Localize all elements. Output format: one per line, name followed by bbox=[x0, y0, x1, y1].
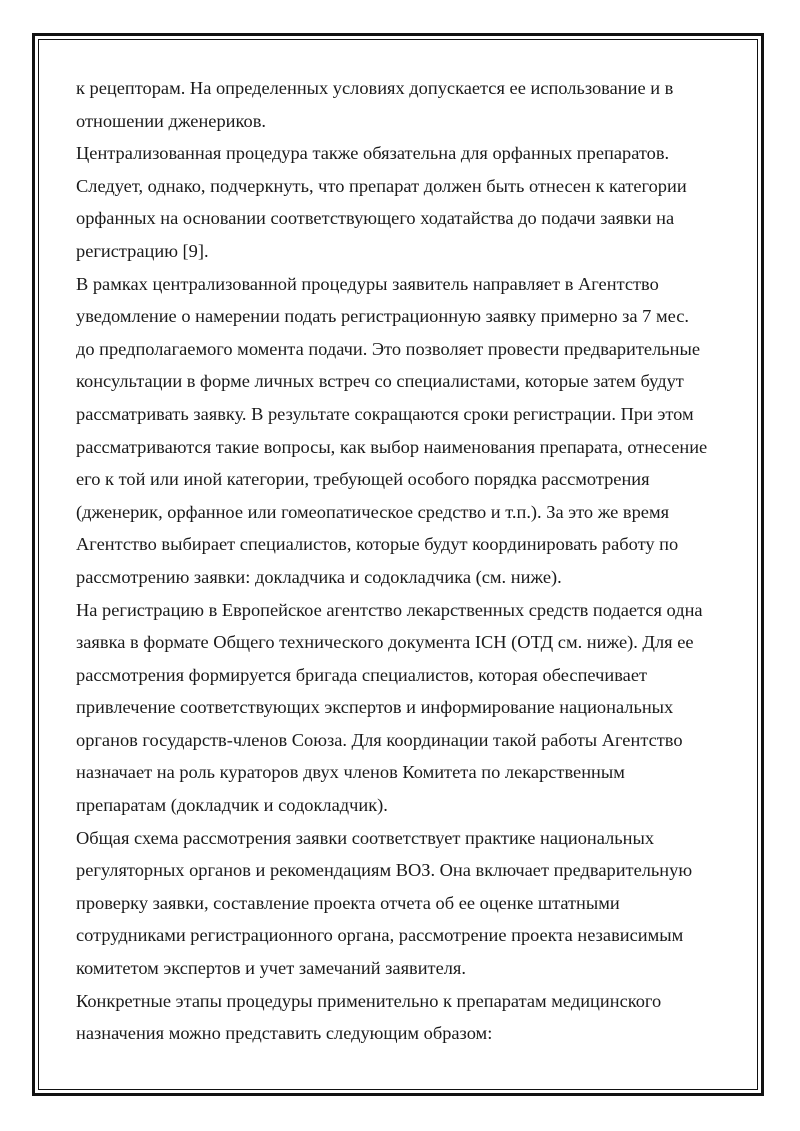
text-line: рассмотрению заявки: докладчика и содокладчика (см. ниже). bbox=[76, 566, 562, 587]
text-line: назначает на роль кураторов двух членов Комитета по лекарственным bbox=[76, 762, 625, 783]
text-line: рассматриваются такие вопросы, как выбор наименования препарата, отнесение bbox=[76, 436, 708, 457]
text-line: Следует, однако, подчеркнуть, что препарат должен быть отнесен к категории bbox=[76, 175, 687, 196]
text-line: его к той или иной категории, требующей особого порядка рассмотрения bbox=[76, 469, 650, 490]
text-line: комитетом экспертов и учет замечаний заявителя. bbox=[76, 958, 466, 979]
paragraph-ema-application bbox=[76, 594, 736, 822]
text-line: консультации в форме личных встреч со специалистами, которые затем будут bbox=[76, 371, 684, 392]
paragraph-review-scheme bbox=[76, 822, 736, 985]
text-line: Агентство выбирает специалистов, которые будут координировать работу по bbox=[76, 534, 679, 555]
paragraph-procedure-stages bbox=[76, 985, 736, 1050]
text-line: рассматривать заявку. В результате сокращаются сроки регистрации. При этом bbox=[76, 403, 694, 424]
text-line: назначения можно представить следующим образом: bbox=[76, 1023, 493, 1044]
text-line: Централизованная процедура также обязательна для орфанных препаратов. bbox=[76, 143, 670, 164]
paragraph-pre-submission bbox=[76, 268, 736, 594]
text-line: сотрудниками регистрационного органа, рассмотрение проекта независимым bbox=[76, 925, 684, 946]
text-line: проверку заявки, составление проекта отчета об ее оценке штатными bbox=[76, 892, 620, 913]
document-body bbox=[76, 72, 736, 1050]
text-line: рассмотрения формируется бригада специалистов, которая обеспечивает bbox=[76, 664, 648, 685]
text-line: В рамках централизованной процедуры заявитель направляет в Агентство bbox=[76, 273, 659, 294]
text-line: регистрацию [9]. bbox=[76, 240, 209, 261]
text-line: привлечение соответствующих экспертов и информирование национальных bbox=[76, 697, 674, 718]
text-line: отношении дженериков. bbox=[76, 110, 266, 131]
text-line: Общая схема рассмотрения заявки соответствует практике национальных bbox=[76, 827, 655, 848]
text-line: органов государств-членов Союза. Для координации такой работы Агентство bbox=[76, 729, 683, 750]
text-line: уведомление о намерении подать регистрационную заявку примерно за 7 мес. bbox=[76, 306, 689, 327]
paragraph-generics bbox=[76, 72, 736, 137]
text-line: к рецепторам. На определенных условиях допускается ее использование и в bbox=[76, 78, 674, 98]
text-line: заявка в формате Общего технического документа ICH (ОТД см. ниже). Для ее bbox=[76, 632, 694, 653]
text-line: На регистрацию в Европейское агентство лекарственных средств подается одна bbox=[76, 599, 703, 620]
text-line: регуляторных органов и рекомендациям ВОЗ. Она включает предварительную bbox=[76, 860, 693, 881]
text-line: Конкретные этапы процедуры применительно к препаратам медицинского bbox=[76, 990, 662, 1011]
text-line: орфанных на основании соответствующего ходатайства до подачи заявки на bbox=[76, 208, 675, 229]
text-line: препаратам (докладчик и содокладчик). bbox=[76, 795, 388, 816]
text-line: (дженерик, орфанное или гомеопатическое средство и т.п.). За это же время bbox=[76, 501, 670, 522]
text-line: до предполагаемого момента подачи. Это позволяет провести предварительные bbox=[76, 338, 701, 359]
paragraph-orphan-drugs bbox=[76, 137, 736, 267]
